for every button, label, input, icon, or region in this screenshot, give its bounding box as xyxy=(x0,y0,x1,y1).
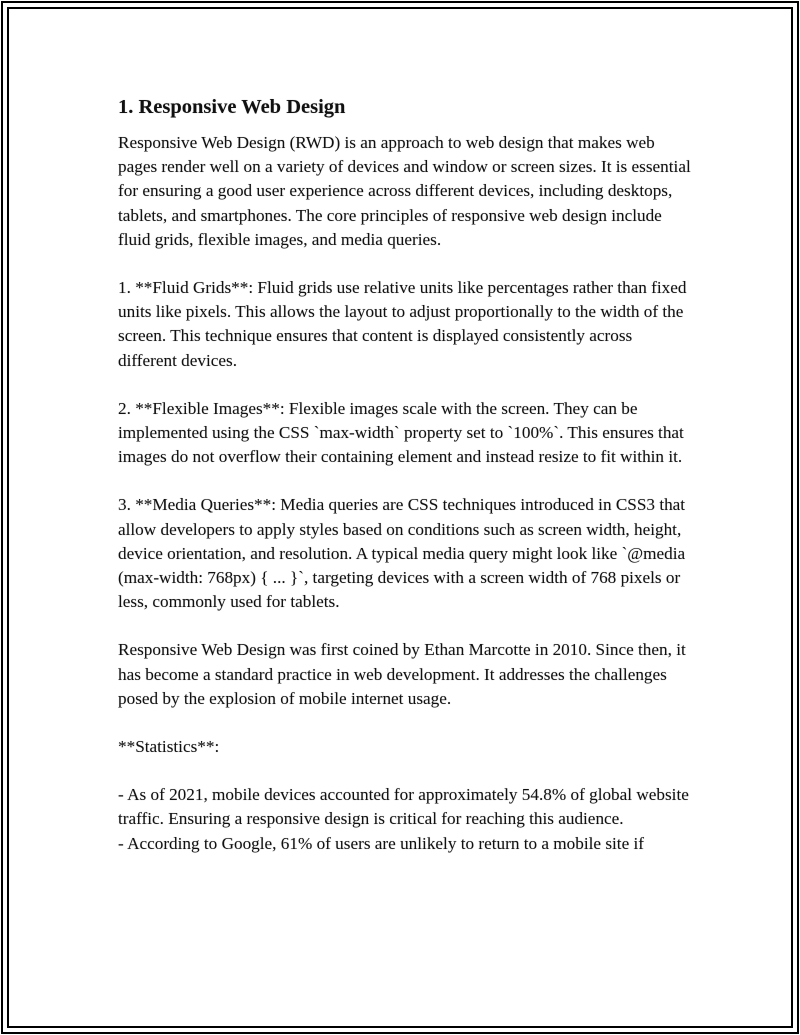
flexible-images-paragraph: 2. **Flexible Images**: Flexible images scale with the screen. They can be implemented using the CSS `max-width` property set to `100%`. This ensures that images do not overflow their containing element and instead resize to fit within it. xyxy=(118,398,684,467)
media-queries-paragraph: 3. **Media Queries**: Media queries are CSS techniques introduced in CSS3 that allow developers to apply styles based on conditions such as screen width, height, device orientation, and resolution. A typical media query might look like `@media (max-width: 768px) { ... }`, targeting devices with a screen width of 768 pixels or less, commonly used for tablets. xyxy=(118,495,686,612)
intro-paragraph: Responsive Web Design (RWD) is an approach to web design that makes web pages render well on a variety of devices and window or screen sizes. It is essential for ensuring a good user experience across different devices, including desktops, tablets, and smartphones. The core principles of responsive web design include fluid grids, flexible images, and media queries. xyxy=(118,133,691,249)
statistics-heading: **Statistics**: xyxy=(118,737,220,757)
section-heading: 1. Responsive Web Design xyxy=(118,96,346,118)
statistics-bullet: - As of 2021, mobile devices accounted for approximately 54.8% of global website traffic. Ensuring a responsive design is critical for reaching this audience. xyxy=(118,785,689,829)
document-body xyxy=(118,95,693,856)
statistics-bullet: - According to Google, 61% of users are unlikely to return to a mobile site if xyxy=(118,833,644,853)
fluid-grids-paragraph: 1. **Fluid Grids**: Fluid grids use relative units like percentages rather than fixed units like pixels. This allows the layout to adjust proportionally to the width of the screen. This technique ensures that content is displayed consistently across different devices. xyxy=(118,278,687,370)
history-paragraph: Responsive Web Design was first coined by Ethan Marcotte in 2010. Since then, it has become a standard practice in web development. It addresses the challenges posed by the explosion of mobile internet usage. xyxy=(118,640,686,708)
